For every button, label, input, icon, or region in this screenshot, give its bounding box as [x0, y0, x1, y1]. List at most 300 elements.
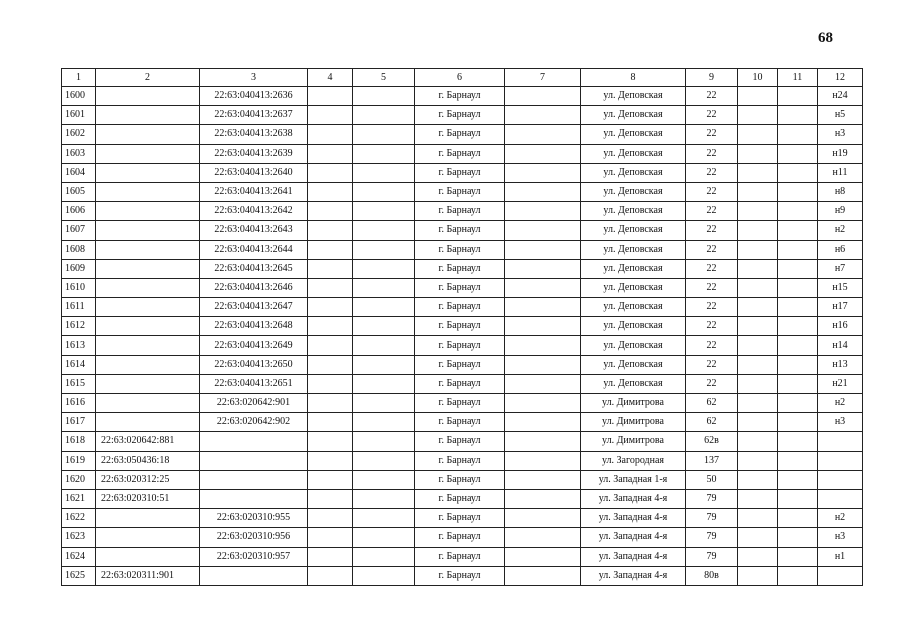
- table-cell: [778, 489, 818, 508]
- table-row: [62, 163, 863, 182]
- table-cell: 22: [686, 374, 738, 393]
- table-cell: г. Барнаул: [415, 432, 505, 451]
- table-cell: н7: [818, 259, 863, 278]
- table-cell: ул. Западная 4-я: [581, 489, 686, 508]
- column-header: 8: [581, 69, 686, 87]
- table-cell: [308, 336, 353, 355]
- table-cell: 62в: [686, 432, 738, 451]
- table-cell: 137: [686, 451, 738, 470]
- table-cell: 22: [686, 106, 738, 125]
- table-cell: н24: [818, 87, 863, 106]
- table-cell: [778, 298, 818, 317]
- table-cell: 1620: [62, 470, 96, 489]
- table-cell: н21: [818, 374, 863, 393]
- table-cell: [505, 336, 581, 355]
- table-cell: 22:63:040413:2649: [200, 336, 308, 355]
- table-cell: ул. Деповская: [581, 182, 686, 201]
- table-cell: ул. Загородная: [581, 451, 686, 470]
- table-cell: ул. Западная 4-я: [581, 566, 686, 585]
- table-cell: 1625: [62, 566, 96, 585]
- table-cell: г. Барнаул: [415, 240, 505, 259]
- table-cell: н3: [818, 528, 863, 547]
- table-cell: [353, 336, 415, 355]
- table-cell: ул. Деповская: [581, 317, 686, 336]
- table-cell: [778, 202, 818, 221]
- table-cell: ул. Западная 4-я: [581, 547, 686, 566]
- table-cell: [353, 106, 415, 125]
- table-cell: 1621: [62, 489, 96, 508]
- table-cell: 22:63:040413:2641: [200, 182, 308, 201]
- table-cell: г. Барнаул: [415, 394, 505, 413]
- table-cell: 1615: [62, 374, 96, 393]
- table-cell: 1613: [62, 336, 96, 355]
- table-cell: [505, 298, 581, 317]
- table-cell: 22: [686, 163, 738, 182]
- table-cell: 1616: [62, 394, 96, 413]
- table-cell: ул. Деповская: [581, 374, 686, 393]
- table-cell: н2: [818, 509, 863, 528]
- table-cell: [353, 144, 415, 163]
- table-cell: ул. Деповская: [581, 278, 686, 297]
- table-cell: [308, 182, 353, 201]
- table-cell: [778, 221, 818, 240]
- table-cell: 22: [686, 240, 738, 259]
- table-cell: [308, 144, 353, 163]
- table-cell: [738, 106, 778, 125]
- table-cell: [353, 355, 415, 374]
- table-cell: г. Барнаул: [415, 413, 505, 432]
- table-cell: [505, 432, 581, 451]
- table-cell: [738, 528, 778, 547]
- table-cell: г. Барнаул: [415, 144, 505, 163]
- table-cell: [308, 451, 353, 470]
- table-cell: ул. Деповская: [581, 202, 686, 221]
- table-cell: ул. Деповская: [581, 259, 686, 278]
- table-cell: 62: [686, 394, 738, 413]
- table-cell: [308, 355, 353, 374]
- table-cell: [200, 566, 308, 585]
- table-row: [62, 240, 863, 259]
- table-cell: 22:63:040413:2639: [200, 144, 308, 163]
- table-cell: ул. Западная 4-я: [581, 509, 686, 528]
- table-cell: [308, 106, 353, 125]
- table-cell: [308, 278, 353, 297]
- table-cell: [96, 413, 200, 432]
- table-cell: [353, 470, 415, 489]
- table-cell: [96, 240, 200, 259]
- table-cell: [353, 547, 415, 566]
- table-cell: [308, 221, 353, 240]
- table-cell: 1622: [62, 509, 96, 528]
- table-cell: 22:63:020311:901: [96, 566, 200, 585]
- table-cell: ул. Деповская: [581, 298, 686, 317]
- table-cell: [96, 87, 200, 106]
- table-cell: [353, 394, 415, 413]
- table-cell: [818, 432, 863, 451]
- table-cell: 22:63:050436:18: [96, 451, 200, 470]
- table-cell: 22:63:020642:881: [96, 432, 200, 451]
- column-header: 10: [738, 69, 778, 87]
- table-cell: [505, 509, 581, 528]
- table-cell: [353, 221, 415, 240]
- table-cell: [308, 259, 353, 278]
- table-cell: [96, 125, 200, 144]
- table-cell: [778, 374, 818, 393]
- table-cell: ул. Деповская: [581, 240, 686, 259]
- table-cell: [353, 432, 415, 451]
- table-cell: ул. Деповская: [581, 163, 686, 182]
- column-header: 9: [686, 69, 738, 87]
- table-cell: [308, 413, 353, 432]
- table-cell: г. Барнаул: [415, 163, 505, 182]
- column-header: 11: [778, 69, 818, 87]
- table-cell: 1614: [62, 355, 96, 374]
- table-cell: [505, 221, 581, 240]
- table-cell: [96, 221, 200, 240]
- table-cell: [778, 413, 818, 432]
- table-cell: 1611: [62, 298, 96, 317]
- table-cell: 22:63:020310:956: [200, 528, 308, 547]
- table-cell: [778, 566, 818, 585]
- table-cell: 22:63:020310:957: [200, 547, 308, 566]
- table-cell: 79: [686, 509, 738, 528]
- table-cell: 1603: [62, 144, 96, 163]
- table-cell: [738, 509, 778, 528]
- table-cell: [738, 489, 778, 508]
- table-cell: г. Барнаул: [415, 566, 505, 585]
- table-cell: [738, 336, 778, 355]
- table-cell: [308, 298, 353, 317]
- table-cell: 22: [686, 317, 738, 336]
- table-cell: 22:63:020642:902: [200, 413, 308, 432]
- table-cell: [353, 163, 415, 182]
- table-cell: 22: [686, 144, 738, 163]
- table-cell: [738, 125, 778, 144]
- table-cell: [505, 87, 581, 106]
- table-cell: [505, 528, 581, 547]
- column-header: 1: [62, 69, 96, 87]
- table-cell: [505, 394, 581, 413]
- table-cell: 22: [686, 221, 738, 240]
- table-cell: [738, 451, 778, 470]
- table-cell: [738, 566, 778, 585]
- table-cell: [353, 298, 415, 317]
- table-cell: г. Барнаул: [415, 221, 505, 240]
- table-row: [62, 432, 863, 451]
- table-cell: [738, 394, 778, 413]
- table-cell: [308, 509, 353, 528]
- table-row: [62, 470, 863, 489]
- table-cell: г. Барнаул: [415, 298, 505, 317]
- table-cell: н3: [818, 125, 863, 144]
- table-row: [62, 221, 863, 240]
- table-cell: [505, 182, 581, 201]
- table-cell: 22: [686, 336, 738, 355]
- table-cell: [308, 489, 353, 508]
- table-cell: г. Барнаул: [415, 87, 505, 106]
- table-cell: 1610: [62, 278, 96, 297]
- table-cell: [738, 355, 778, 374]
- table-cell: [778, 317, 818, 336]
- table-cell: [505, 240, 581, 259]
- table-cell: ул. Димитрова: [581, 394, 686, 413]
- table-cell: [353, 528, 415, 547]
- table-cell: 1606: [62, 202, 96, 221]
- table-row: [62, 87, 863, 106]
- table-cell: г. Барнаул: [415, 202, 505, 221]
- table-cell: [778, 106, 818, 125]
- table-cell: [96, 394, 200, 413]
- table-cell: [96, 317, 200, 336]
- table-cell: 80в: [686, 566, 738, 585]
- table-cell: [818, 489, 863, 508]
- table-cell: [96, 298, 200, 317]
- table-cell: [200, 489, 308, 508]
- table-cell: [96, 163, 200, 182]
- table-cell: [778, 509, 818, 528]
- table-cell: [308, 317, 353, 336]
- table-cell: ул. Деповская: [581, 336, 686, 355]
- table-cell: 22: [686, 202, 738, 221]
- column-header: 3: [200, 69, 308, 87]
- table-row: [62, 489, 863, 508]
- table-cell: [308, 202, 353, 221]
- table-cell: [818, 451, 863, 470]
- table-row: [62, 413, 863, 432]
- table-cell: 22:63:020310:51: [96, 489, 200, 508]
- table-cell: 1612: [62, 317, 96, 336]
- table-cell: 1609: [62, 259, 96, 278]
- table-cell: [778, 240, 818, 259]
- table-cell: ул. Димитрова: [581, 432, 686, 451]
- table-cell: 22: [686, 182, 738, 201]
- table-cell: [778, 144, 818, 163]
- table-cell: г. Барнаул: [415, 509, 505, 528]
- table-row: [62, 394, 863, 413]
- table-cell: [738, 432, 778, 451]
- table-cell: [738, 413, 778, 432]
- table-cell: 22:63:040413:2646: [200, 278, 308, 297]
- table-cell: [505, 413, 581, 432]
- table-cell: [738, 221, 778, 240]
- table-cell: [308, 374, 353, 393]
- table-cell: [308, 87, 353, 106]
- column-header: 7: [505, 69, 581, 87]
- table-cell: 1617: [62, 413, 96, 432]
- table-cell: 79: [686, 489, 738, 508]
- table-cell: [778, 259, 818, 278]
- table-cell: 1619: [62, 451, 96, 470]
- table-cell: [353, 451, 415, 470]
- table-cell: [738, 470, 778, 489]
- table-cell: [505, 470, 581, 489]
- table-cell: [308, 432, 353, 451]
- table-cell: [353, 317, 415, 336]
- table-cell: ул. Деповская: [581, 87, 686, 106]
- table-cell: [308, 125, 353, 144]
- table-cell: 22:63:040413:2651: [200, 374, 308, 393]
- table-cell: ул. Деповская: [581, 221, 686, 240]
- table-cell: [200, 432, 308, 451]
- table-cell: [96, 278, 200, 297]
- table-cell: [505, 489, 581, 508]
- table-cell: н16: [818, 317, 863, 336]
- table-row: [62, 355, 863, 374]
- table-cell: 1623: [62, 528, 96, 547]
- table-cell: [308, 163, 353, 182]
- table-cell: г. Барнаул: [415, 317, 505, 336]
- table-cell: [738, 547, 778, 566]
- table-row: [62, 278, 863, 297]
- table-cell: 22:63:020642:901: [200, 394, 308, 413]
- table-cell: [778, 336, 818, 355]
- table-row: [62, 451, 863, 470]
- table-cell: [738, 298, 778, 317]
- table-cell: [738, 317, 778, 336]
- table-cell: 22: [686, 278, 738, 297]
- table-cell: [738, 163, 778, 182]
- table-cell: [353, 413, 415, 432]
- table-cell: [353, 202, 415, 221]
- table-cell: [353, 509, 415, 528]
- table-cell: [353, 87, 415, 106]
- table-cell: [778, 87, 818, 106]
- table-cell: [505, 125, 581, 144]
- table-cell: г. Барнаул: [415, 547, 505, 566]
- table-cell: 22:63:040413:2640: [200, 163, 308, 182]
- table-cell: [96, 259, 200, 278]
- table-cell: 22:63:040413:2648: [200, 317, 308, 336]
- table-cell: н2: [818, 394, 863, 413]
- table-cell: [778, 278, 818, 297]
- table-cell: 22: [686, 355, 738, 374]
- table-cell: 79: [686, 547, 738, 566]
- table-cell: 1605: [62, 182, 96, 201]
- table-cell: г. Барнаул: [415, 451, 505, 470]
- table-cell: 22:63:040413:2642: [200, 202, 308, 221]
- table-cell: ул. Деповская: [581, 144, 686, 163]
- table-cell: [96, 182, 200, 201]
- table-cell: ул. Деповская: [581, 106, 686, 125]
- table-cell: [738, 144, 778, 163]
- table-cell: 62: [686, 413, 738, 432]
- table-cell: 22: [686, 298, 738, 317]
- table-cell: [778, 528, 818, 547]
- table-cell: [308, 240, 353, 259]
- table-cell: 22: [686, 87, 738, 106]
- table-cell: ул. Западная 4-я: [581, 528, 686, 547]
- table-cell: [505, 566, 581, 585]
- table-cell: [96, 106, 200, 125]
- table-row: [62, 336, 863, 355]
- table-cell: 22:63:020312:25: [96, 470, 200, 489]
- table-cell: 1604: [62, 163, 96, 182]
- table-cell: н9: [818, 202, 863, 221]
- table-cell: [96, 144, 200, 163]
- table-cell: 22:63:040413:2637: [200, 106, 308, 125]
- table-row: [62, 144, 863, 163]
- table-cell: [505, 163, 581, 182]
- table-cell: 79: [686, 528, 738, 547]
- table-cell: 1618: [62, 432, 96, 451]
- table-cell: [505, 106, 581, 125]
- table-row: [62, 125, 863, 144]
- table-cell: [778, 432, 818, 451]
- table-cell: [308, 394, 353, 413]
- table-cell: 22:63:040413:2647: [200, 298, 308, 317]
- table-cell: [308, 528, 353, 547]
- table-cell: [353, 278, 415, 297]
- registry-table: [61, 68, 863, 586]
- table-cell: [778, 355, 818, 374]
- table-row: [62, 259, 863, 278]
- table-cell: [353, 182, 415, 201]
- table-row: [62, 509, 863, 528]
- table-cell: г. Барнаул: [415, 336, 505, 355]
- table-cell: г. Барнаул: [415, 125, 505, 144]
- table-cell: 1600: [62, 87, 96, 106]
- table-cell: [505, 144, 581, 163]
- table-cell: [308, 547, 353, 566]
- column-header: 6: [415, 69, 505, 87]
- table-cell: [738, 87, 778, 106]
- table-cell: г. Барнаул: [415, 374, 505, 393]
- table-cell: н2: [818, 221, 863, 240]
- table-cell: [505, 317, 581, 336]
- table-cell: н15: [818, 278, 863, 297]
- table-cell: [308, 470, 353, 489]
- table-cell: [738, 182, 778, 201]
- table-row: [62, 317, 863, 336]
- table-cell: 22:63:040413:2644: [200, 240, 308, 259]
- column-header: 2: [96, 69, 200, 87]
- table-cell: 22:63:020310:955: [200, 509, 308, 528]
- table-row: [62, 202, 863, 221]
- table-row: [62, 528, 863, 547]
- column-header: 12: [818, 69, 863, 87]
- table-cell: [96, 336, 200, 355]
- table-cell: г. Барнаул: [415, 278, 505, 297]
- table-cell: н14: [818, 336, 863, 355]
- table-cell: [778, 163, 818, 182]
- table-cell: [738, 240, 778, 259]
- page-number: 68: [818, 30, 833, 46]
- table-cell: [200, 451, 308, 470]
- table-cell: [353, 240, 415, 259]
- table-cell: г. Барнаул: [415, 182, 505, 201]
- table-cell: 1608: [62, 240, 96, 259]
- table-cell: 22: [686, 125, 738, 144]
- table-cell: г. Барнаул: [415, 470, 505, 489]
- table-cell: 50: [686, 470, 738, 489]
- table-cell: 22:63:040413:2645: [200, 259, 308, 278]
- table-cell: н1: [818, 547, 863, 566]
- table-cell: [738, 259, 778, 278]
- header-row: [62, 69, 863, 87]
- table-cell: [505, 278, 581, 297]
- table-cell: [778, 451, 818, 470]
- table-cell: н8: [818, 182, 863, 201]
- table-cell: [96, 509, 200, 528]
- table-cell: [200, 470, 308, 489]
- table-cell: [353, 259, 415, 278]
- table-row: [62, 547, 863, 566]
- table-cell: 1607: [62, 221, 96, 240]
- table-cell: 1602: [62, 125, 96, 144]
- table-cell: ул. Димитрова: [581, 413, 686, 432]
- table-row: [62, 106, 863, 125]
- table-cell: [505, 202, 581, 221]
